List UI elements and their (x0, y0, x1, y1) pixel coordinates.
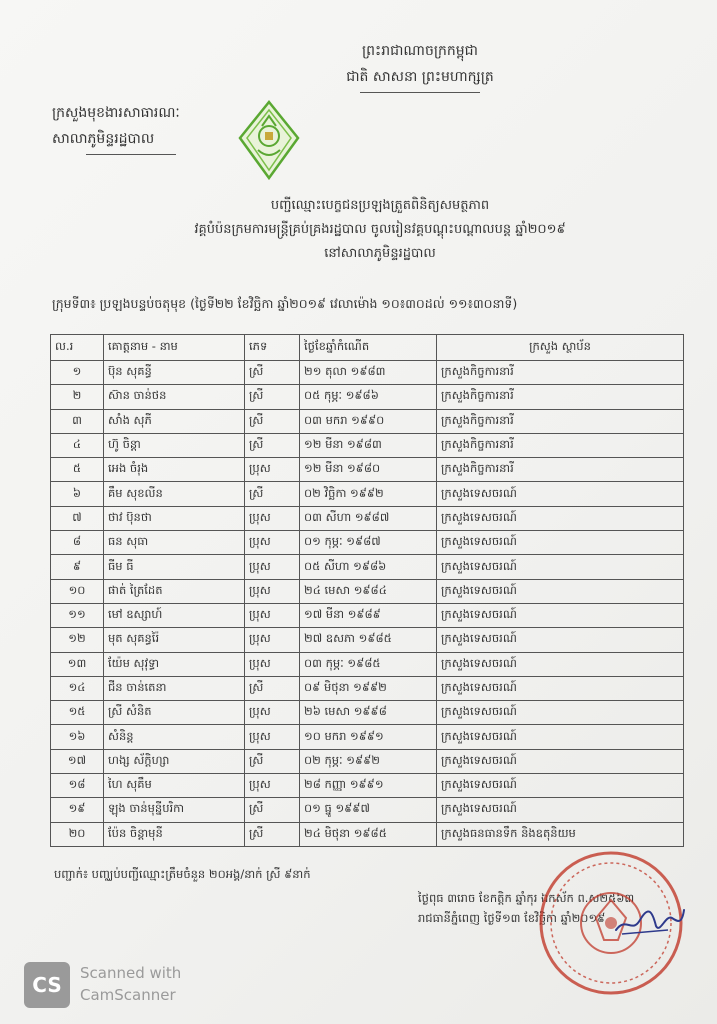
table-body (51, 361, 684, 847)
watermark-line-2: CamScanner (80, 986, 176, 1004)
table-row (51, 749, 684, 773)
cell-birthdate: ០៥ កុម្ភៈ ១៩៨៦ (300, 385, 437, 409)
national-motto (290, 38, 550, 93)
scanner-watermark (24, 960, 224, 1012)
cell-number: ៩ (51, 555, 104, 579)
table-row (51, 555, 684, 579)
cell-number: ៤ (51, 433, 104, 457)
cell-birthdate: ០៣ មករា ១៩៩០ (300, 409, 437, 433)
table-row (51, 652, 684, 676)
cell-name: មុត សុគន្ធរ៉ៃ (104, 628, 245, 652)
cell-ministry: ក្រសួងទេសចរណ៍ (437, 482, 684, 506)
lunar-date: ថ្ងៃពុធ ៣រោច ខែកត្តិក ឆ្នាំកុរ ឯកស័ក ព.ស២៥៦៣ (418, 891, 635, 905)
cell-ministry: ក្រសួងទេសចរណ៍ (437, 676, 684, 700)
motto-line: ជាតិ សាសនា ព្រះមហាក្សត្រ (346, 69, 494, 85)
header-sex: ភេទ (245, 335, 300, 361)
cell-ministry: ក្រសួងកិច្ចការនារី (437, 409, 684, 433)
cell-number: ៥ (51, 458, 104, 482)
table-header-row (51, 335, 684, 361)
cell-name: ប៊ុន សុគន្ធី (104, 361, 245, 385)
cell-number: ៦ (51, 482, 104, 506)
table-row (51, 531, 684, 555)
cell-sex: ប្រុស (245, 628, 300, 652)
cell-number: ១៣ (51, 652, 104, 676)
cell-birthdate: ០៣ សីហា ១៩៨៧ (300, 506, 437, 530)
table-row (51, 774, 684, 798)
cell-birthdate: ១២ មីនា ១៩៨៣ (300, 433, 437, 457)
camscanner-logo-icon: CS (24, 962, 70, 1008)
cell-number: ១៥ (51, 701, 104, 725)
cell-sex: ប្រុស (245, 531, 300, 555)
cell-birthdate: ០១ កុម្ភៈ ១៩៨៧ (300, 531, 437, 555)
cell-sex: ប្រុស (245, 579, 300, 603)
cell-birthdate: ០២ វិច្ឆិកា ១៩៩២ (300, 482, 437, 506)
cell-birthdate: ២៨ កញ្ញា ១៩៩១ (300, 774, 437, 798)
cell-sex: ស្រី (245, 385, 300, 409)
cell-ministry: ក្រសួងទេសចរណ៍ (437, 506, 684, 530)
cell-name: ហ៊ូ ចិន្តា (104, 433, 245, 457)
cell-sex: ស្រី (245, 676, 300, 700)
table-row (51, 458, 684, 482)
watermark-line-1: Scanned with (80, 964, 182, 982)
table-row (51, 385, 684, 409)
cell-birthdate: ១៧ មីនា ១៩៨៩ (300, 603, 437, 627)
cell-birthdate: ០២ កុម្ភៈ ១៩៩២ (300, 749, 437, 773)
cell-sex: ប្រុស (245, 774, 300, 798)
table-row (51, 579, 684, 603)
cell-name: ស្រី សំនិត (104, 701, 245, 725)
cell-ministry: ក្រសួងកិច្ចការនារី (437, 433, 684, 457)
cell-birthdate: ២១ តុលា ១៩៨៣ (300, 361, 437, 385)
cell-sex: ប្រុស (245, 701, 300, 725)
kingdom-line: ព្រះរាជាណាចក្រកម្ពុជា (361, 43, 478, 59)
cell-ministry: ក្រសួងទេសចរណ៍ (437, 774, 684, 798)
cell-name: ហង្ស ស័ក្តិហ្សា (104, 749, 245, 773)
cell-name: ឡុង ចាន់មុន្នីបរិកា (104, 798, 245, 822)
cell-ministry: ក្រសួងកិច្ចការនារី (437, 385, 684, 409)
cell-number: ១ (51, 361, 104, 385)
cell-ministry: ក្រសួងធនធានទឹក និងឧតុនិយម (437, 822, 684, 846)
cell-birthdate: ០១ ធ្នូ ១៩៩៧ (300, 798, 437, 822)
cell-birthdate: ២៦ មេសា ១៩៩៨ (300, 701, 437, 725)
cell-number: ១៤ (51, 676, 104, 700)
cell-sex: ប្រុស (245, 603, 300, 627)
solar-date: រាជធានីភ្នំពេញ ថ្ងៃទី១៣ ខែវិច្ឆិកា ឆ្នាំ២០១៩ (418, 911, 606, 925)
cell-birthdate: ១២ មីនា ១៩៨០ (300, 458, 437, 482)
cell-ministry: ក្រសួងទេសចរណ៍ (437, 749, 684, 773)
cell-number: ១០ (51, 579, 104, 603)
royal-school-emblem-icon (236, 100, 302, 180)
header-birthdate: ថ្ងៃខែឆ្នាំកំណើត (300, 335, 437, 361)
cell-ministry: ក្រសួងទេសចរណ៍ (437, 798, 684, 822)
table-row (51, 701, 684, 725)
cell-birthdate: ០៣ កុម្ភៈ ១៩៨៥ (300, 652, 437, 676)
heading-line-3: នៅសាលាភូមិន្ទរដ្ឋបាល (324, 246, 436, 261)
cell-number: ៣ (51, 409, 104, 433)
cell-birthdate: ២៤ មេសា ១៩៨៤ (300, 579, 437, 603)
cell-birthdate: ២៧ ឧសភា ១៩៨៥ (300, 628, 437, 652)
header-name: គោត្តនាម - នាម (104, 335, 245, 361)
cell-sex: ប្រុស (245, 652, 300, 676)
cell-number: ១៧ (51, 749, 104, 773)
cell-name: សំនិន្ត (104, 725, 245, 749)
watermark-text (80, 962, 181, 1006)
cell-number: ១៨ (51, 774, 104, 798)
cell-number: ១២ (51, 628, 104, 652)
cell-name: ហៃ សុគឹម (104, 774, 245, 798)
cell-number: ១៩ (51, 798, 104, 822)
cell-birthdate: ០៩ មិថុនា ១៩៩២ (300, 676, 437, 700)
cell-sex: ប្រុស (245, 555, 300, 579)
cell-ministry: ក្រសួងកិច្ចការនារី (437, 361, 684, 385)
cell-birthdate: ១០ មករា ១៩៩១ (300, 725, 437, 749)
header-ministry: ក្រសួង ស្ថាប័ន (437, 335, 684, 361)
table-row (51, 482, 684, 506)
cell-number: ១១ (51, 603, 104, 627)
cell-sex: ស្រី (245, 749, 300, 773)
cell-sex: ស្រី (245, 822, 300, 846)
authority-divider (86, 154, 176, 155)
cell-number: ៧ (51, 506, 104, 530)
cell-ministry: ក្រសួងទេសចរណ៍ (437, 701, 684, 725)
table-row (51, 725, 684, 749)
table-row (51, 676, 684, 700)
table-row (51, 409, 684, 433)
table-row (51, 506, 684, 530)
table-row (51, 361, 684, 385)
header-number: ល.រ (51, 335, 104, 361)
issuing-authority (52, 100, 180, 155)
cell-birthdate: ២៤ មិថុនា ១៩៨៥ (300, 822, 437, 846)
table-row (51, 628, 684, 652)
cell-sex: ស្រី (245, 433, 300, 457)
document-heading (90, 194, 670, 266)
cell-name: ប៉ែន ចិន្តាមុនី (104, 822, 245, 846)
table-row (51, 798, 684, 822)
school-line: សាលាភូមិន្ទរដ្ឋបាល (52, 131, 155, 147)
cell-name: ធន សុធា (104, 531, 245, 555)
table-row (51, 822, 684, 846)
cell-ministry: ក្រសួងទេសចរណ៍ (437, 652, 684, 676)
cell-sex: ស្រី (245, 482, 300, 506)
cell-number: ២០ (51, 822, 104, 846)
cell-ministry: ក្រសួងទេសចរណ៍ (437, 531, 684, 555)
cell-ministry: ក្រសួងទេសចរណ៍ (437, 579, 684, 603)
cell-sex: ស្រី (245, 361, 300, 385)
heading-line-2: វគ្គបំប៉នក្រមការមន្ត្រីគ្រប់គ្រងរដ្ឋបាល ចូលរៀនវគ្គបណ្តុះបណ្តាលបន្ត ឆ្នាំ២០១៩ (194, 222, 566, 237)
heading-line-1: បញ្ជីឈ្មោះបេក្ខជនប្រឡងត្រួតពិនិត្យសមត្ថភាព (270, 198, 490, 213)
cell-name: ជីន ចាន់តេនា (104, 676, 245, 700)
cell-name: អេង ចំរុង (104, 458, 245, 482)
cell-name: ធីម ធី (104, 555, 245, 579)
cell-sex: ស្រី (245, 798, 300, 822)
cell-sex: ប្រុស (245, 725, 300, 749)
candidate-table (50, 334, 684, 847)
cell-ministry: ក្រសួងទេសចរណ៍ (437, 555, 684, 579)
cell-name: យ៉ែម សុវុទ្ធា (104, 652, 245, 676)
cell-sex: ស្រី (245, 409, 300, 433)
cell-name: ថាវ ប៊ុនថា (104, 506, 245, 530)
cell-name: គឹម សុខលីន (104, 482, 245, 506)
cell-number: ១៦ (51, 725, 104, 749)
cell-sex: ប្រុស (245, 458, 300, 482)
cell-name: ស៊ាន ចាន់ថន (104, 385, 245, 409)
ministry-line: ក្រសួងមុខងារសាធារណៈ (52, 105, 180, 121)
cell-name: ផាត់ ត្រៃដែត (104, 579, 245, 603)
cell-ministry: ក្រសួងកិច្ចការនារី (437, 458, 684, 482)
cell-sex: ប្រុស (245, 506, 300, 530)
signature-icon (612, 900, 688, 940)
summary-note: បញ្ជាក់៖ បញ្ឈប់បញ្ជីឈ្មោះត្រឹមចំនួន ២០អង្គ/នាក់ ស្រី ៩នាក់ (54, 867, 311, 881)
cell-ministry: ក្រសួងទេសចរណ៍ (437, 603, 684, 627)
cell-ministry: ក្រសួងទេសចរណ៍ (437, 628, 684, 652)
motto-divider (360, 92, 480, 93)
cell-number: ២ (51, 385, 104, 409)
cell-name: សាំង សុភី (104, 409, 245, 433)
cell-birthdate: ០៥ សីហា ១៩៨៦ (300, 555, 437, 579)
cell-ministry: ក្រសួងទេសចរណ៍ (437, 725, 684, 749)
exam-group-line: ក្រុមទី៣៖ ប្រឡងបន្ទប់ចតុមុខ (ថ្ងៃទី២២ ខែវិច្ឆិកា ឆ្នាំ២០១៩ វេលាម៉ោង ១០៖៣០ដល់ ១១៖៣០នាទី) (52, 296, 518, 311)
table-row (51, 433, 684, 457)
cell-number: ៨ (51, 531, 104, 555)
table-row (51, 603, 684, 627)
cell-name: មៅ ឧស្សាហ៍ (104, 603, 245, 627)
